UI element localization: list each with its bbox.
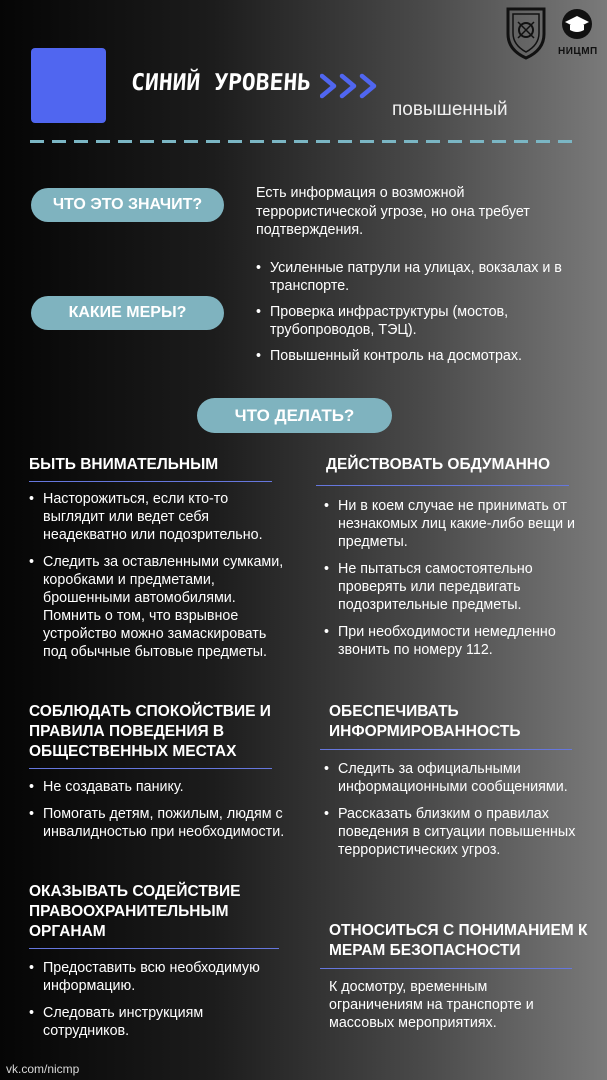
section-title-informed: ОБЕСПЕЧИВАТЬ ИНФОРМИРОВАННОСТЬ	[329, 703, 521, 740]
section-title-assist: ОКАЗЫВАТЬ СОДЕЙСТВИЕ ПРАВООХРАНИТЕЛЬНЫМ ОРГАНАМ	[29, 883, 241, 940]
section-title-attentive: БЫТЬ ВНИМАТЕЛЬНЫМ	[29, 456, 219, 473]
section-title-deliberate: ДЕЙСТВОВАТЬ ОБДУМАННО	[326, 456, 551, 473]
section-title-calm: СОБЛЮДАТЬ СПОКОЙСТВИЕ И ПРАВИЛА ПОВЕДЕНИЯ В ОБЩЕСТВЕННЫХ МЕСТАХ	[29, 703, 271, 760]
attentive-list	[29, 490, 291, 670]
section-title-understanding: ОТНОСИТЬСЯ С ПОНИМАНИЕМ К МЕРАМ БЕЗОПАСНОСТИ	[329, 922, 588, 959]
section-rule	[29, 481, 272, 482]
list-item: • Рассказать близким о правилах поведения в ситуации повышенных террористических угроз.	[324, 805, 586, 859]
what-means-text: Есть информация о возможной террористической угрозе, но она требует подтверждения.	[256, 185, 530, 238]
section-rule	[29, 768, 272, 769]
page-title: СИНИЙ УРОВЕНЬ	[130, 70, 312, 96]
list-item: • Следить за оставленными сумками, коробками и предметами, брошенными автомобилями. Помнить о том, что взрывное устройство можно замаскировать под обычные бытовые предметы.	[29, 553, 291, 661]
list-item: • Насторожиться, если кто-то выглядит или ведет себя неадекватно или подозрительно.	[29, 490, 291, 544]
list-item: • Повышенный контроль на досмотрах.	[256, 347, 576, 365]
graduation-cap-icon	[562, 9, 592, 39]
measures-list	[256, 259, 576, 373]
list-item: • Следить за официальными информационными сообщениями.	[324, 760, 586, 796]
section-rule	[320, 968, 572, 969]
level-subtitle: повышенный	[392, 99, 508, 120]
list-item: • Не пытаться самостоятельно проверять или передвигать подозрительные предметы.	[324, 560, 586, 614]
calm-list	[29, 778, 291, 850]
assist-list	[29, 959, 291, 1049]
section-rule	[29, 948, 279, 949]
what-means-pill: ЧТО ЭТО ЗНАЧИТ?	[31, 188, 224, 222]
what-to-do-pill: ЧТО ДЕЛАТЬ?	[197, 398, 392, 433]
section-rule	[316, 485, 569, 486]
chevron-arrows-icon	[320, 71, 382, 101]
list-item: • Следовать инструкциям сотрудников.	[29, 1004, 291, 1040]
list-item: • Помогать детям, пожилым, людям с инвалидностью при необходимости.	[29, 805, 291, 841]
measures-pill: КАКИЕ МЕРЫ?	[31, 296, 224, 330]
header-divider	[30, 140, 575, 143]
list-item: • Предоставить всю необходимую информацию.	[29, 959, 291, 995]
list-item: • Усиленные патрули на улицах, вокзалах и в транспорте.	[256, 259, 576, 295]
deliberate-list	[324, 497, 586, 668]
level-color-swatch	[31, 48, 106, 123]
understanding-text: К досмотру, временным ограничениям на транспорте и массовых мероприятиях.	[329, 979, 534, 1031]
list-item: • Ни в коем случае не принимать от незнакомых лиц какие-либо вещи и предметы.	[324, 497, 586, 551]
list-item: • При необходимости немедленно звонить по номеру 112.	[324, 623, 586, 659]
list-item: • Не создавать панику.	[29, 778, 291, 796]
footer-link[interactable]: vk.com/nicmp	[6, 1062, 80, 1076]
section-rule	[320, 749, 572, 750]
logo-text: НИЦМП	[558, 46, 598, 57]
list-item: • Проверка инфраструктуры (мостов, трубопроводов, ТЭЦ).	[256, 303, 576, 339]
emblem-icon	[508, 9, 544, 58]
informed-list	[324, 760, 586, 868]
